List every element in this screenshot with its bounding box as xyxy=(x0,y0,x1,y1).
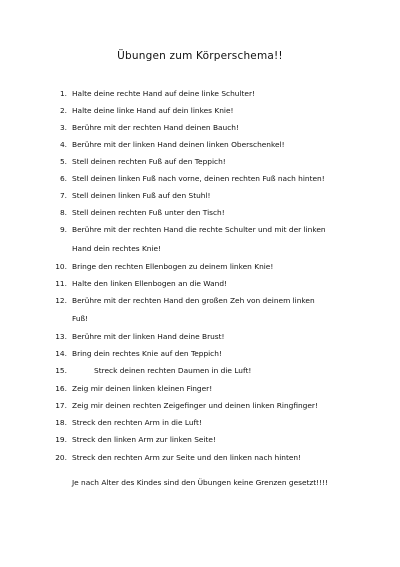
item-text: Streck den rechten Arm zur Seite und den linken nach hinten! xyxy=(72,453,302,462)
item-number: 7. xyxy=(59,191,67,200)
item-number: 20. xyxy=(55,453,67,462)
item-number: 1. xyxy=(59,89,67,98)
item-text: Streck den rechten Arm in die Luft! xyxy=(72,418,202,427)
item-number: 11. xyxy=(55,279,67,288)
item-number: 13. xyxy=(55,332,67,341)
item-text: Halte deine rechte Hand auf deine linke Schulter! xyxy=(72,89,255,98)
footer-note: Je nach Alter des Kindes sind den Übungen keine Grenzen gesetzt!!!! xyxy=(71,478,329,487)
item-number: 8. xyxy=(59,208,67,217)
page-title: Übungen zum Körperschema!! xyxy=(117,50,283,62)
item-number: 19. xyxy=(55,435,67,444)
item-number: 15. xyxy=(55,366,67,375)
item-number: 4. xyxy=(59,140,67,149)
item-number: 12. xyxy=(55,296,67,305)
item-text: Zeig mir deinen linken kleinen Finger! xyxy=(72,384,213,393)
item-text: Berühre mit der linken Hand deine Brust! xyxy=(72,332,225,341)
item-text: Stell deinen rechten Fuß auf den Teppich! xyxy=(72,157,226,166)
item-number: 9. xyxy=(59,225,67,234)
item-text: Halte deine linke Hand auf dein linkes Knie! xyxy=(72,106,234,115)
item-number: 10. xyxy=(55,262,67,271)
item-text-continuation: Fuß! xyxy=(72,314,89,323)
item-number: 3. xyxy=(59,123,67,132)
item-text: Berühre mit der rechten Hand deinen Bauch! xyxy=(72,123,239,132)
item-text: Berühre mit der linken Hand deinen linken Oberschenkel! xyxy=(72,140,285,149)
item-number: 18. xyxy=(55,418,67,427)
item-text: Bringe den rechten Ellenbogen zu deinem linken Knie! xyxy=(72,262,274,271)
item-text-continuation: Hand dein rechtes Knie! xyxy=(72,244,162,253)
item-text: Streck deinen rechten Daumen in die Luft! xyxy=(94,366,252,375)
item-text: Zeig mir deinen rechten Zeigefinger und deinen linken Ringfinger! xyxy=(72,401,318,410)
item-text: Halte den linken Ellenbogen an die Wand! xyxy=(72,279,227,288)
item-number: 16. xyxy=(55,384,67,393)
item-text: Berühre mit der rechten Hand den großen Zeh von deinem linken xyxy=(72,296,315,305)
item-text: Stell deinen linken Fuß auf den Stuhl! xyxy=(72,191,211,200)
item-text: Stell deinen linken Fuß nach vorne, deinen rechten Fuß nach hinten! xyxy=(72,174,325,183)
item-number: 2. xyxy=(59,106,67,115)
item-number: 17. xyxy=(55,401,67,410)
item-text: Streck den linken Arm zur linken Seite! xyxy=(72,435,216,444)
item-number: 14. xyxy=(55,349,67,358)
item-text: Berühre mit der rechten Hand die rechte Schulter und mit der linken xyxy=(72,225,326,234)
item-number: 6. xyxy=(59,174,67,183)
item-text: Bring dein rechtes Knie auf den Teppich! xyxy=(72,349,222,358)
item-text: Stell deinen rechten Fuß unter den Tisch! xyxy=(72,208,225,217)
item-number: 5. xyxy=(59,157,67,166)
